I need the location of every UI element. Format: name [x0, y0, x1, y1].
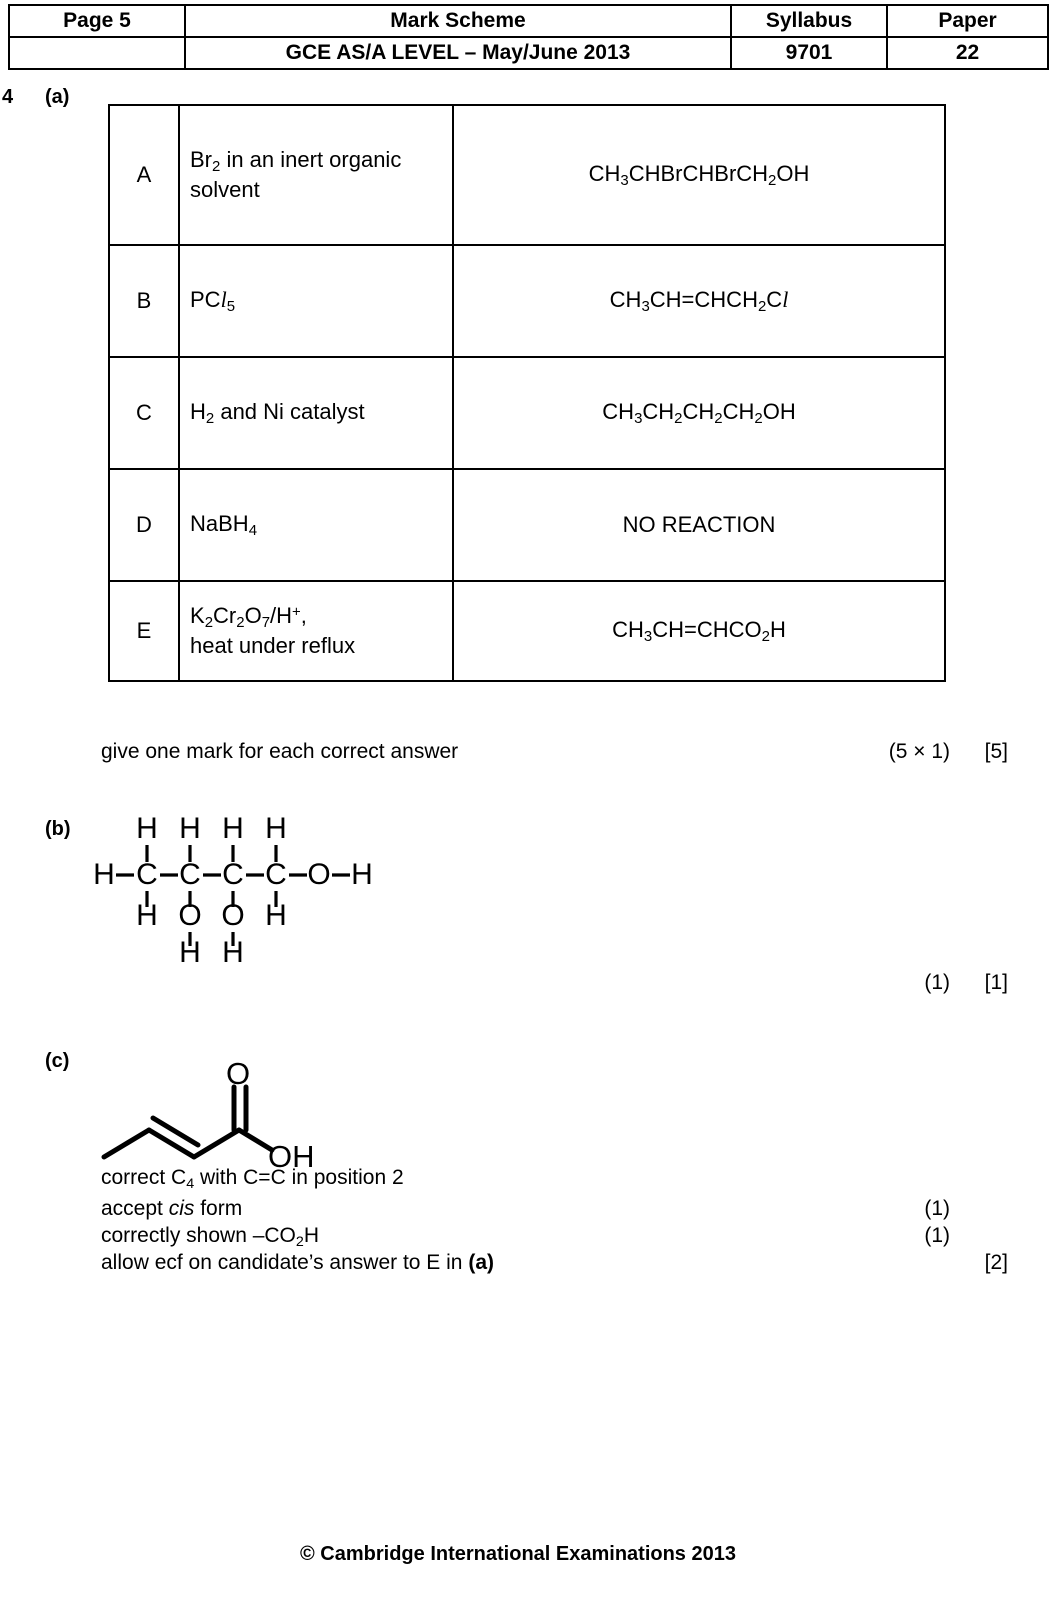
table-row — [109, 105, 945, 245]
atom-label-o: O — [221, 899, 245, 932]
part-c-mark-2: (1) — [924, 1197, 950, 1220]
atom-label-c: C — [136, 858, 158, 891]
atom-label-h: H — [179, 812, 201, 845]
header-exam-value: GCE AS/A LEVEL – May/June 2013 — [185, 37, 731, 69]
part-c-label: (c) — [45, 1050, 70, 1072]
header-page-label: Page 5 — [9, 5, 185, 37]
row-letter-b: B — [109, 245, 179, 357]
atom-label-o: O — [178, 899, 202, 932]
row-reagent-b: PCl$_5$ — [179, 245, 453, 357]
question-number: 4 — [2, 86, 14, 108]
atom-label-h: H — [136, 812, 158, 845]
part-b-label: (b) — [45, 818, 71, 840]
row-product-e: $CH_3CH=CHCO_2H$ — [453, 581, 945, 681]
header-row-values — [9, 37, 1048, 69]
part-c-mark-total: [2] — [984, 1251, 1008, 1274]
header-paper-label: Paper — [887, 5, 1048, 37]
row-reagent-c: $H_2$ and Ni catalyst — [179, 357, 453, 469]
row-reagent-d: NaBH$_4$ — [179, 469, 453, 581]
part-b-mark-calc: (1) — [924, 971, 950, 994]
atom-label-h: H — [351, 858, 373, 891]
table-row — [109, 469, 945, 581]
reagents-products-table — [108, 104, 946, 682]
page-header-table — [8, 4, 1049, 70]
part-c-mark-3: (1) — [924, 1224, 950, 1247]
part-c-line-3: correctly shown $-CO_2H$ — [101, 1224, 320, 1250]
atom-label-h: H — [222, 812, 244, 845]
part-a-mark-total: [5] — [984, 740, 1008, 763]
footer-copyright: © Cambridge International Examinations 2013 — [300, 1543, 736, 1565]
atom-label-h: H — [265, 812, 287, 845]
skeletal-formula-structure — [96, 1056, 316, 1177]
part-c-line-4: allow ecf on candidate’s answer to E in (a) — [101, 1251, 494, 1274]
header-row-titles — [9, 5, 1048, 37]
atom-label-o: O — [307, 858, 331, 891]
structure-svg-b — [90, 812, 390, 969]
header-paper-value: 22 — [887, 37, 1048, 69]
atom-label-h: H — [265, 899, 287, 932]
header-syllabus-label: Syllabus — [731, 5, 887, 37]
part-a-note: give one mark for each correct answer — [101, 740, 459, 763]
part-c-line-2: accept cis form — [101, 1197, 243, 1220]
header-syllabus-value: 9701 — [731, 37, 887, 69]
part-c-line-1: correct $C_4$ with C=C in position 2 — [101, 1166, 404, 1192]
table-row — [109, 357, 945, 469]
row-product-c: $CH_3CH_2CH_2CH_2OH$ — [453, 357, 945, 469]
row-product-b: $CH_3CH=CHCH_2Cl$ — [453, 245, 945, 357]
row-letter-a: A — [109, 105, 179, 245]
row-product-a: $CH_3CHBrCHBrCH_2OH$ — [453, 105, 945, 245]
atom-label-c: C — [265, 858, 287, 891]
skeleton-atom-labels — [226, 1056, 315, 1174]
table-row — [109, 581, 945, 681]
row-reagent-e: $K_2Cr_2O_7/H^+$, heat under reflux — [179, 581, 453, 681]
atom-label-oh: OH — [268, 1139, 315, 1174]
table-row — [109, 245, 945, 357]
atom-label-h: H — [179, 936, 201, 969]
atom-label-c: C — [222, 858, 244, 891]
part-b-mark-total: [1] — [984, 971, 1008, 994]
row-product-d: NO REACTION — [453, 469, 945, 581]
part-a-mark-calc: (5 × 1) — [888, 740, 950, 763]
structure-svg-c — [96, 1056, 316, 1177]
part-a-label: (a) — [45, 86, 70, 108]
row-letter-c: C — [109, 357, 179, 469]
row-letter-e: E — [109, 581, 179, 681]
atom-label-h: H — [222, 936, 244, 969]
header-mark-scheme-label: Mark Scheme — [185, 5, 731, 37]
atom-label-c: C — [179, 858, 201, 891]
displayed-formula-structure — [90, 812, 390, 969]
header-page-value — [9, 37, 185, 69]
atom-label-h: H — [93, 858, 115, 891]
skeleton-bonds — [104, 1087, 272, 1157]
row-reagent-a: $Br_2$ in an inert organic solvent — [179, 105, 453, 245]
atom-label-o: O — [226, 1056, 251, 1091]
atom-label-h: H — [136, 899, 158, 932]
row-letter-d: D — [109, 469, 179, 581]
